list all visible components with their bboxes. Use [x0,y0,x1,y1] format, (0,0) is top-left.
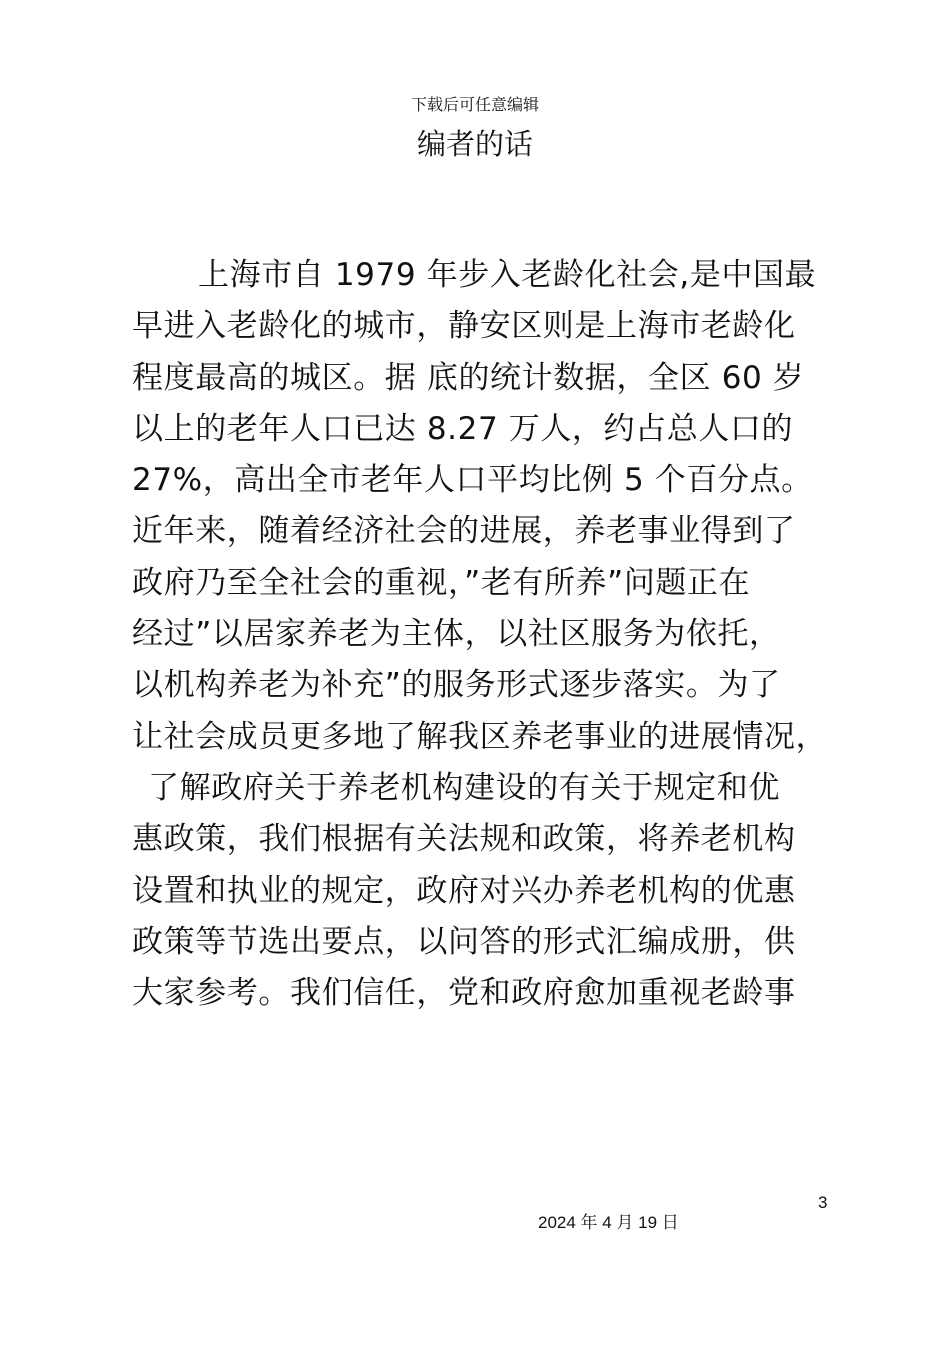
body-line: 早进入老龄化的城市，静安区则是上海市老龄化 [132,308,796,345]
body-line: 以机构养老为补充”的服务形式逐步落实。为了 [132,667,781,704]
body-line: 27%，高出全市老年人口平均比例 5 个百分点。 [132,462,813,499]
body-line: 近年来，随着经济社会的进展，养老事业得到了 [132,513,796,550]
body-paragraph [132,250,832,1019]
body-line: 大家参考。我们信任，党和政府愈加重视老龄事 [132,975,796,1012]
body-line: 经过”以居家养老为主体，以社区服务为依托， [132,616,781,653]
page-number: 3 [818,1193,828,1212]
body-line: 设置和执业的规定，政府对兴办养老机构的优惠 [132,872,796,909]
page-title: 编者的话 [416,127,533,161]
body-line: 程度最高的城区。据 底的统计数据，全区 60 岁 [132,359,805,396]
footer-date: 2024 年 4 月 19 日 [538,1213,679,1232]
body-line: 以上的老年人口已达 8.27 万人，约占总人口的 [132,410,794,447]
body-line: 惠政策，我们根据有关法规和政策，将养老机构 [132,821,796,858]
body-line: 上海市自 1979 年步入老龄化社会,是中国最 [198,257,817,293]
body-line: 政府乃至全社会的重视，”老有所养”问题正在 [132,564,751,601]
body-line: 让社会成员更多地了解我区养老事业的进展情况， [132,718,828,755]
body-line: 了解政府关于养老机构建设的有关于规定和优 [148,769,780,806]
header-note: 下载后可任意编辑 [410,95,539,114]
body-line: 政策等节选出要点，以问答的形式汇编成册，供 [132,923,796,960]
